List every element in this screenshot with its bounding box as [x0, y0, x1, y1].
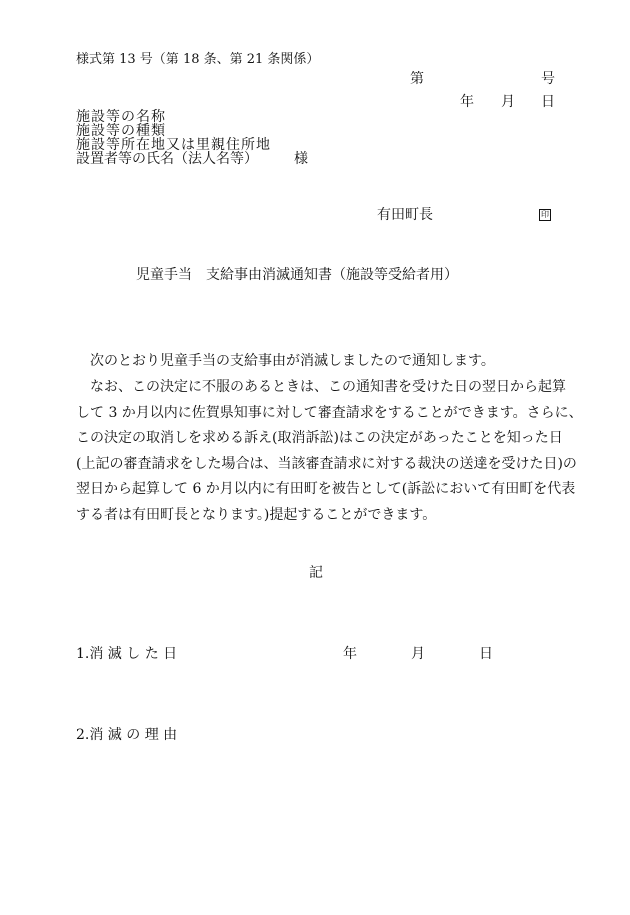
- facility-name-label: 施設等の名称: [76, 109, 166, 125]
- item1-label: 1.消 滅 し た 日: [76, 646, 178, 662]
- body-line-1: 次のとおり児童手当の支給事由が消滅しましたので通知します。: [90, 353, 495, 369]
- form-number: 様式第 13 号（第 18 条、第 21 条関係）: [76, 52, 320, 67]
- body-line-3: して 3 か月以内に佐賀県知事に対して審査請求をすることができます。さらに、: [76, 405, 583, 421]
- item1-month: 月: [411, 646, 425, 662]
- ki-heading: 記: [309, 565, 323, 581]
- body-line-5: (上記の審査請求をした場合は、当該審査請求に対する裁決の送達を受けた日)の: [76, 456, 577, 472]
- item1-day: 日: [479, 646, 493, 662]
- body-line-4: この決定の取消しを求める訴え(取消訴訟)はこの決定があったことを知った日: [76, 430, 563, 446]
- founder-name-label: 設置者等の氏名（法人名等）: [76, 151, 258, 167]
- facility-type-label: 施設等の種類: [76, 123, 166, 139]
- body-line-2: なお、この決定に不服のあるときは、この通知書を受けた日の翌日から起算: [90, 379, 566, 395]
- facility-address-label: 施設等所在地又は里親住所地: [76, 137, 271, 153]
- body-line-6: 翌日から起算して 6 か月以内に有田町を被告として(訴訟において有田町を代表: [76, 481, 576, 497]
- body-line-7: する者は有田町長となります。)提起することができます。: [76, 507, 437, 523]
- doc-number-prefix: 第: [410, 71, 424, 87]
- doc-number-suffix: 号: [541, 71, 555, 87]
- date-year: 年: [460, 94, 474, 110]
- item2-label: 2.消 滅 の 理 由: [76, 727, 178, 743]
- item1-year: 年: [343, 646, 357, 662]
- document-title: 児童手当 支給事由消滅通知書（施設等受給者用）: [136, 267, 458, 283]
- seal-mark: 印: [541, 210, 549, 219]
- sender-title: 有田町長: [377, 207, 433, 223]
- date-month: 月: [501, 94, 515, 110]
- honorific: 様: [294, 151, 308, 167]
- date-day: 日: [541, 94, 555, 110]
